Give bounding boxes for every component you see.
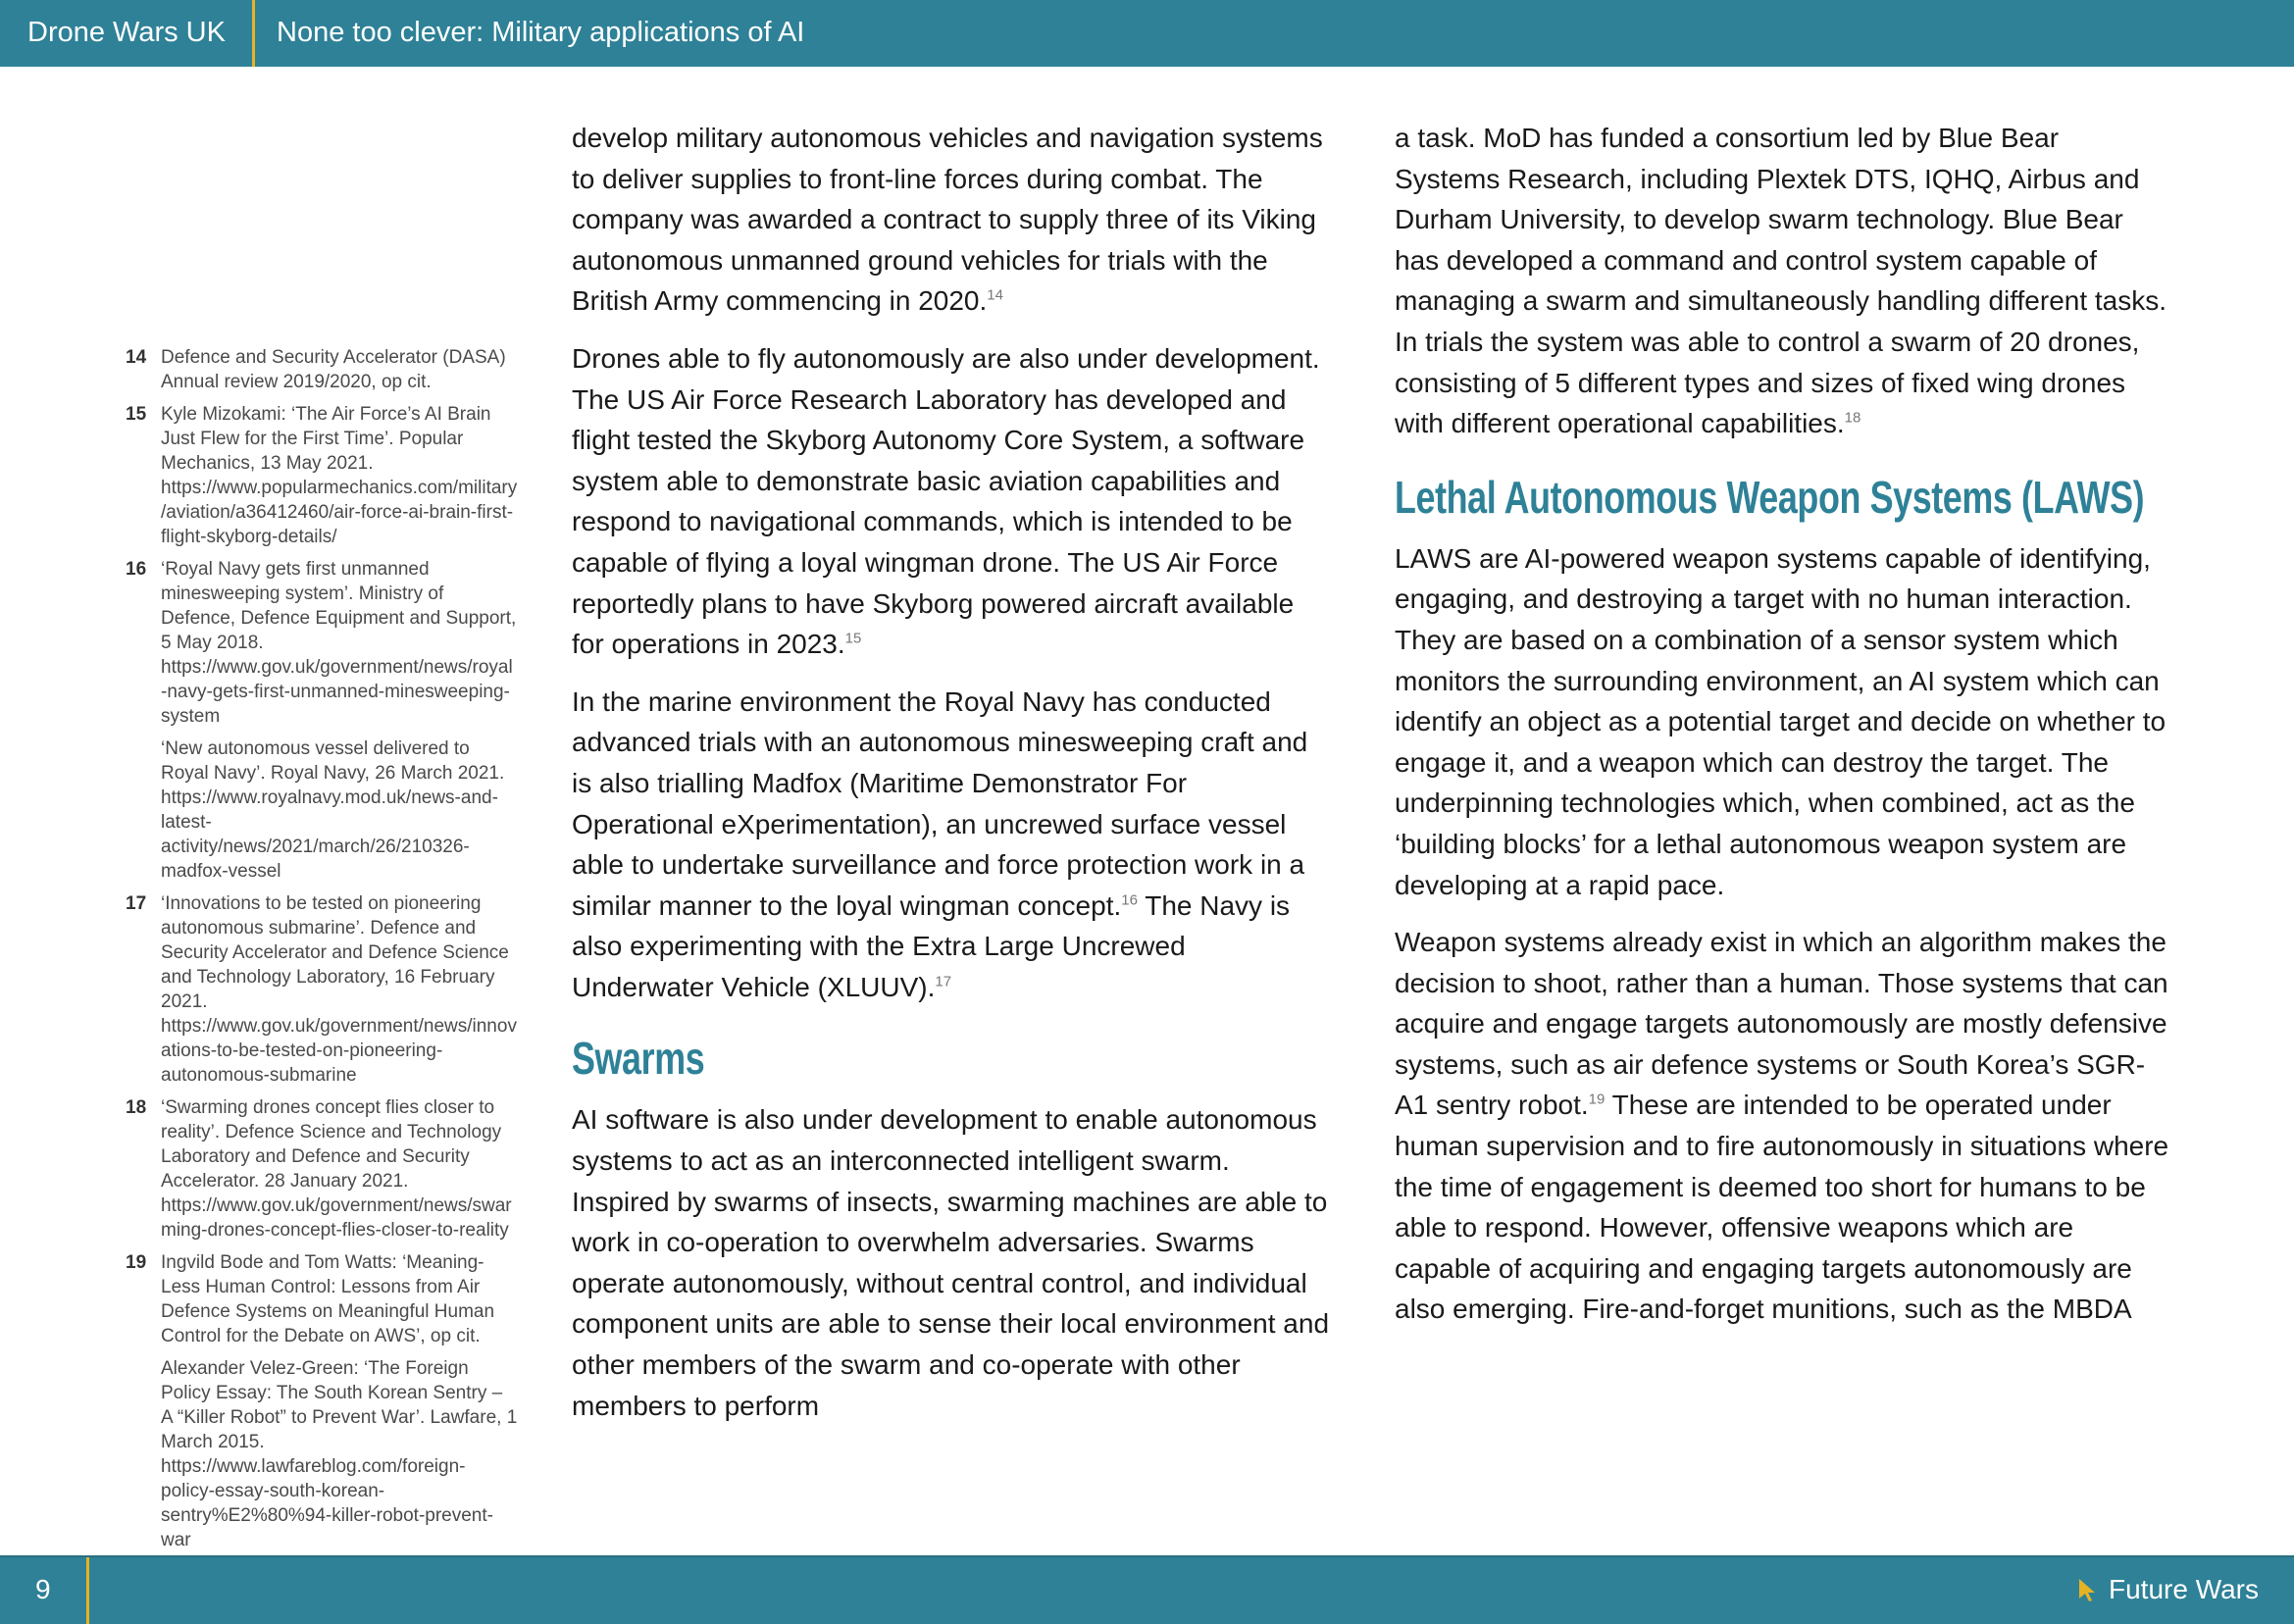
footnote-number: 17: [126, 893, 147, 914]
footnote-number: 15: [126, 404, 147, 425]
footnote-14: [126, 345, 518, 394]
footnote-17: [126, 891, 518, 1088]
footnote-number: 16: [126, 559, 147, 580]
footnote-text: Kyle Mizokami: ‘The Air Force’s AI Brain Just Flew for the First Time’. Popular Mechanics, 13 May 2021. https://www.popularmechanics.com/military/aviation/a36412460/air-force-ai-brain-first-flight-skyborg-details/: [161, 404, 518, 547]
footnote-number: 19: [126, 1252, 147, 1273]
document-title: None too clever: Military applications of AI: [277, 17, 805, 48]
middle-column: [572, 118, 1332, 1443]
section-heading-laws: Lethal Autonomous Weapon Systems (LAWS): [1395, 471, 2145, 523]
paragraph-text: develop military autonomous vehicles and navigation systems to deliver supplies to front-line forces during combat. The company was awarded a contract to supply three of its Viking autonomous unmanned ground vehicles for trials with the British Army commencing in 2020.: [572, 123, 1323, 317]
publisher-name: Drone Wars UK: [27, 17, 226, 48]
header-bar: [0, 0, 2294, 67]
paragraph: [572, 1099, 1332, 1426]
footnote-text: Alexander Velez-Green: ‘The Foreign Policy Essay: The South Korean Sentry – A “Killer Robot” to Prevent War’. Lawfare, 1 March 2015. https://www.lawfareblog.com/foreign-policy-essay-south-korean-sentry%E2%80%94-killer-robot-prevent-war: [161, 1358, 518, 1550]
paragraph: [572, 682, 1332, 1008]
paragraph-text: Weapon systems already exist in which an algorithm makes the decision to shoot, rather than a human. Those systems that can acquire and engage targets autonomously are mostly defensive systems, such as air defence systems or South Korea’s SGR-A1 sentry robot.: [1395, 927, 2168, 1121]
paragraph-text: a task. MoD has funded a consortium led by Blue Bear Systems Research, including Plextek DTS, IQHQ, Airbus and Durham University, to develop swarm technology. Blue Bear has developed a command and control system capable of managing a swarm and simultaneously handling different tasks. In trials the system was able to control a swarm of 20 drones, consisting of 5 different types and sizes of fixed wing drones with different operational capabilities.: [1395, 123, 2167, 439]
footnote-text: ‘Royal Navy gets first unmanned minesweeping system’. Ministry of Defence, Defence Equipment and Support, 5 May 2018. https://www.gov.uk/government/news/royal-navy-gets-first-unmanned-minesweeping-system: [161, 559, 517, 727]
footnote-text: Ingvild Bode and Tom Watts: ‘Meaning-Less Human Control: Lessons from Air Defence Systems on Meaningful Human Control for the Debate on AWS’, op cit.: [161, 1252, 495, 1346]
footnote-15: [126, 402, 518, 549]
footnote-19: [126, 1250, 518, 1348]
footnote-ref[interactable]: 19: [1588, 1091, 1606, 1109]
paragraph: [1395, 538, 2169, 905]
footnote-number: 14: [126, 347, 147, 368]
footnote-16: [126, 557, 518, 729]
right-column: [1395, 118, 2169, 1346]
footnote-number: [126, 1356, 161, 1552]
paragraph-text: LAWS are AI-powered weapon systems capable of identifying, engaging, and destroying a target with no human interaction. They are based on a combination of a sensor system which monitors the surrounding environment, an AI system which can identify an object as a potential target and decide on whether to engage it, and a weapon which can destroy the target. The underpinning technologies which, when combined, act as the ‘building blocks’ for a lethal autonomous weapon system are developing at a rapid pace.: [1395, 542, 2167, 900]
paragraph-text: Drones able to fly autonomously are also under development. The US Air Force Research Laboratory has developed and flight tested the Skyborg Autonomy Core System, a software system able to demonstrate basic aviation capabilities and respond to navigational commands, which is intended to be capable of flying a loyal wingman drone. The US Air Force reportedly plans to have Skyborg powered aircraft available for operations in 2023.: [572, 342, 1320, 660]
paragraph: [572, 118, 1332, 322]
footnote-ref[interactable]: 14: [987, 287, 1003, 305]
paragraph: [1395, 118, 2169, 444]
footer-divider: [86, 1557, 89, 1624]
paragraph-text: AI software is also under development to enable autonomous systems to act as an interconnected intelligent swarm. Inspired by swarms of insects, swarming machines are able to work in co-operation to overwhelm adversaries. Swarms operate autonomously, without central control, and individual component units are able to sense their local environment and other members of the swarm and co-operate with other members to perform: [572, 1104, 1330, 1421]
paragraph: [1395, 922, 2169, 1330]
footnote-text: ‘Swarming drones concept flies closer to reality’. Defence Science and Technology Laboratory and Defence and Security Accelerator. 28 January 2021. https://www.gov.uk/government/news/swarming-drones-concept-flies-closer-to-reality: [161, 1097, 512, 1241]
footnote-number: 18: [126, 1097, 147, 1118]
footnote-ref[interactable]: 15: [844, 630, 862, 647]
paragraph-text: In the marine environment the Royal Navy has conducted advanced trials with an autonomous minesweeping craft and is also trialling Madfox (Maritime Demonstrator For Operational eXperimentation), an uncrewed surface vessel able to undertake surveillance and force protection work in a similar manner to the loyal wingman concept.: [572, 685, 1308, 921]
footnote-19-continued: [126, 1356, 518, 1552]
footnote-ref[interactable]: 18: [1844, 409, 1861, 427]
footnote-number: [126, 736, 161, 884]
footnote-text: Defence and Security Accelerator (DASA) Annual review 2019/2020, op cit.: [161, 347, 506, 392]
footnotes-sidebar: [126, 345, 518, 1560]
drone-cursor-icon: [2077, 1577, 2099, 1602]
footnote-ref[interactable]: 16: [1121, 891, 1138, 909]
header-divider: [252, 0, 255, 67]
section-heading-swarms: Swarms: [572, 1033, 705, 1085]
footer-bar: [0, 1555, 2294, 1624]
paragraph: [572, 338, 1332, 665]
footnote-18: [126, 1095, 518, 1243]
paragraph-text: These are intended to be operated under human supervision and to fire autonomously in situations where the time of engagement is deemed too short for humans to be able to respond. However, offensive weapons which are capable of acquiring and engaging targets autonomously are also emerging. Fire-and-forget munitions, such as the MBDA: [1395, 1090, 2169, 1325]
section-label: [2077, 1557, 2259, 1622]
paragraph-text: The Navy is also experimenting with the Extra Large Uncrewed Underwater Vehicle (XLUUV).: [572, 889, 1291, 1002]
footnote-ref[interactable]: 17: [935, 973, 952, 990]
footnote-text: ‘New autonomous vessel delivered to Royal Navy’. Royal Navy, 26 March 2021. https://www.royalnavy.mod.uk/news-and-latest-activity/news/2021/march/26/210326-madfox-vessel: [161, 738, 505, 882]
footnote-16-continued: [126, 736, 518, 884]
section-label-text: Future Wars: [2109, 1574, 2259, 1604]
page-number: 9: [35, 1574, 51, 1604]
footnote-text: ‘Innovations to be tested on pioneering autonomous submarine’. Defence and Security Accelerator and Defence Science and Technology Laboratory, 16 February 2021. https://www.gov.uk/government/news/innovations-to-be-tested-on-pioneering-autonomous-submarine: [161, 893, 517, 1086]
